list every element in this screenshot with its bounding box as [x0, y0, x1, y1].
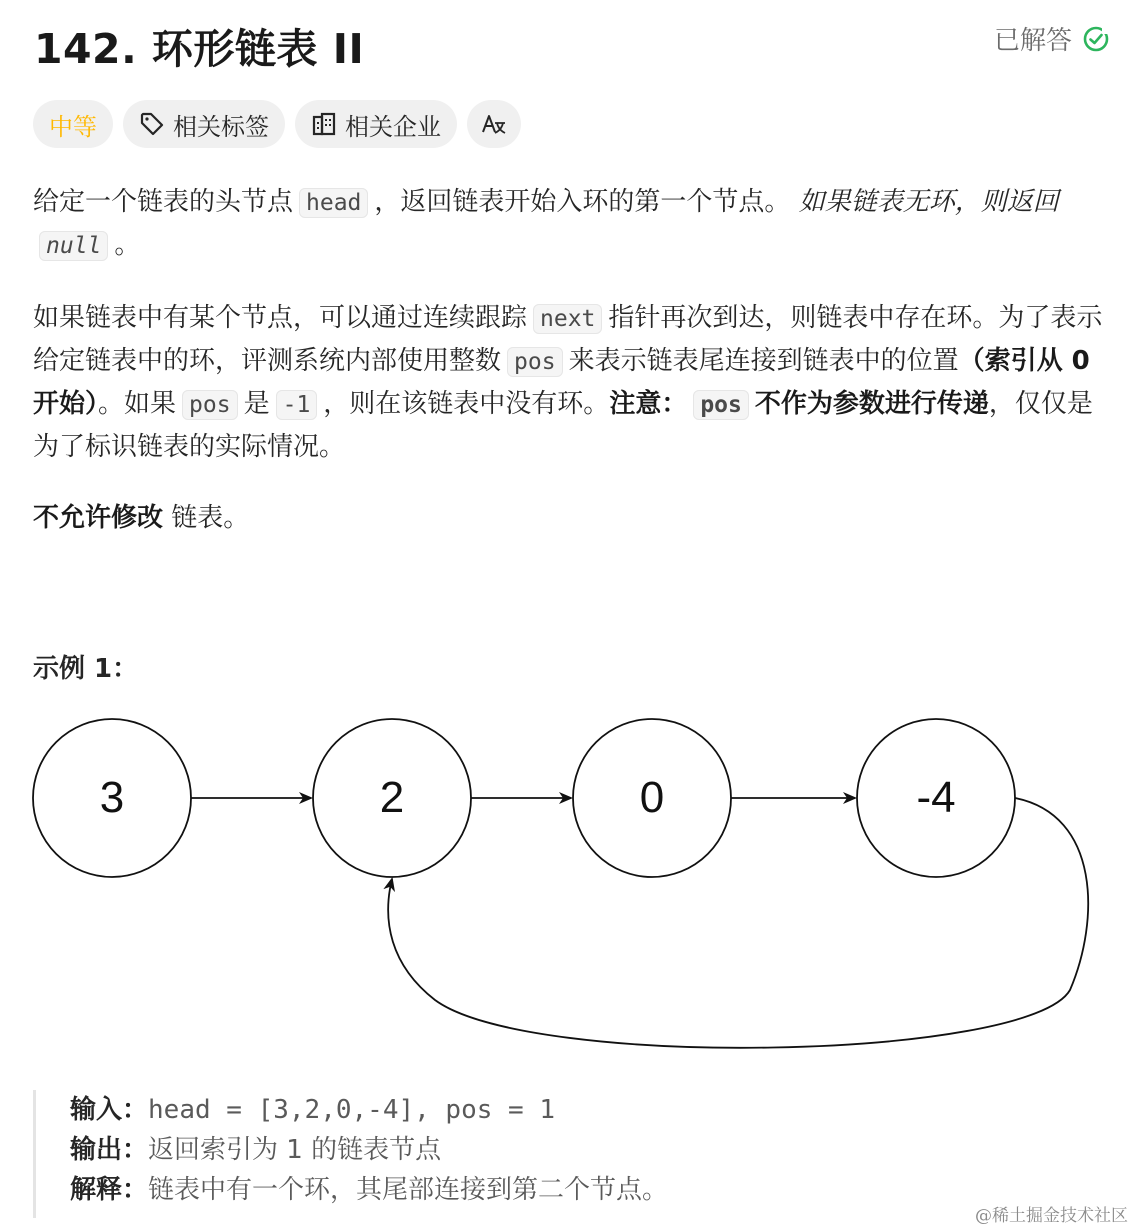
- desc-text: ，仅仅是为了标识链表的实际情况。: [33, 389, 1093, 462]
- desc-text: 来表示链表尾连接到链表中的位置: [568, 346, 959, 376]
- solved-status: [994, 20, 1110, 57]
- input-value: head = [3,2,0,-4], pos = 1: [148, 1095, 556, 1125]
- desc-text: 链表。: [163, 503, 250, 533]
- desc-text: 给定一个链表的头节点: [33, 187, 294, 217]
- related-companies-button[interactable]: [295, 100, 457, 148]
- node-value: 3: [99, 773, 125, 822]
- title-row: [34, 10, 1110, 73]
- desc-bold-text: 注意：: [609, 389, 688, 419]
- translate-button[interactable]: [467, 100, 521, 148]
- output-line: [70, 1130, 1108, 1170]
- desc-bold-text: 不允许修改: [33, 503, 164, 533]
- node-3: [857, 719, 1015, 877]
- output-label: 输出：: [70, 1135, 149, 1165]
- linked-list-diagram: [30, 710, 1110, 1070]
- desc-text: ，返回链表开始入环的第一个节点。: [374, 187, 791, 217]
- problem-title[interactable]: 142. 环形链表 II: [34, 25, 365, 73]
- inline-code: null: [39, 231, 108, 261]
- output-value: 返回索引为 1 的链表节点: [148, 1135, 442, 1165]
- node-1: [313, 719, 471, 877]
- desc-text: 。如果: [98, 389, 177, 419]
- description-paragraph-2: [33, 297, 1108, 468]
- check-circle-icon: [1082, 25, 1110, 53]
- node-value: 0: [639, 773, 665, 822]
- input-line: [70, 1090, 1108, 1130]
- inline-code: pos: [182, 390, 238, 420]
- inline-code: pos: [693, 390, 749, 420]
- description-paragraph-1: [33, 181, 1108, 267]
- input-label: 输入：: [70, 1095, 149, 1125]
- inline-code: next: [533, 304, 602, 334]
- desc-text: 。: [114, 230, 141, 260]
- node-2: [573, 719, 731, 877]
- desc-italic-text: 如果链表无环，则返回: [798, 187, 1059, 217]
- related-companies-label: 相关企业: [345, 112, 441, 141]
- desc-bold-text: 不作为参数进行传递: [754, 389, 989, 419]
- description-paragraph-3: [33, 497, 1108, 539]
- node-value: -4: [916, 773, 956, 822]
- translate-icon: [481, 111, 507, 137]
- explanation-line: [70, 1170, 1108, 1210]
- watermark: @稀土掘金技术社区: [975, 1206, 1128, 1226]
- example-io-block: [33, 1090, 1108, 1218]
- desc-text: 是: [243, 389, 270, 419]
- desc-text: ，则在该链表中没有环。: [323, 389, 610, 419]
- explanation-value: 链表中有一个环，其尾部连接到第二个节点。: [148, 1175, 669, 1205]
- desc-text: 指针再次到达，则链表中存在环。为了表示给定链表中的环，评测系统内部使用整数: [33, 303, 1103, 376]
- tag-icon: [139, 111, 165, 137]
- building-icon: [311, 111, 337, 137]
- difficulty-label: 中等: [49, 112, 97, 141]
- difficulty-badge[interactable]: [33, 100, 113, 148]
- inline-code: pos: [507, 347, 563, 377]
- related-topics-label: 相关标签: [173, 112, 269, 141]
- node-value: 2: [379, 773, 405, 822]
- tag-bar: [33, 100, 521, 148]
- desc-text: 如果链表中有某个节点，可以通过连续跟踪: [33, 303, 528, 333]
- example-title: 示例 1：: [33, 654, 139, 684]
- solved-label: 已解答: [993, 26, 1072, 56]
- explanation-label: 解释：: [70, 1175, 149, 1205]
- desc-bold-text: （索引从 0 开始）: [33, 346, 1090, 419]
- node-0: [33, 719, 191, 877]
- inline-code: head: [299, 188, 368, 218]
- related-topics-button[interactable]: [123, 100, 285, 148]
- inline-code: -1: [276, 390, 318, 420]
